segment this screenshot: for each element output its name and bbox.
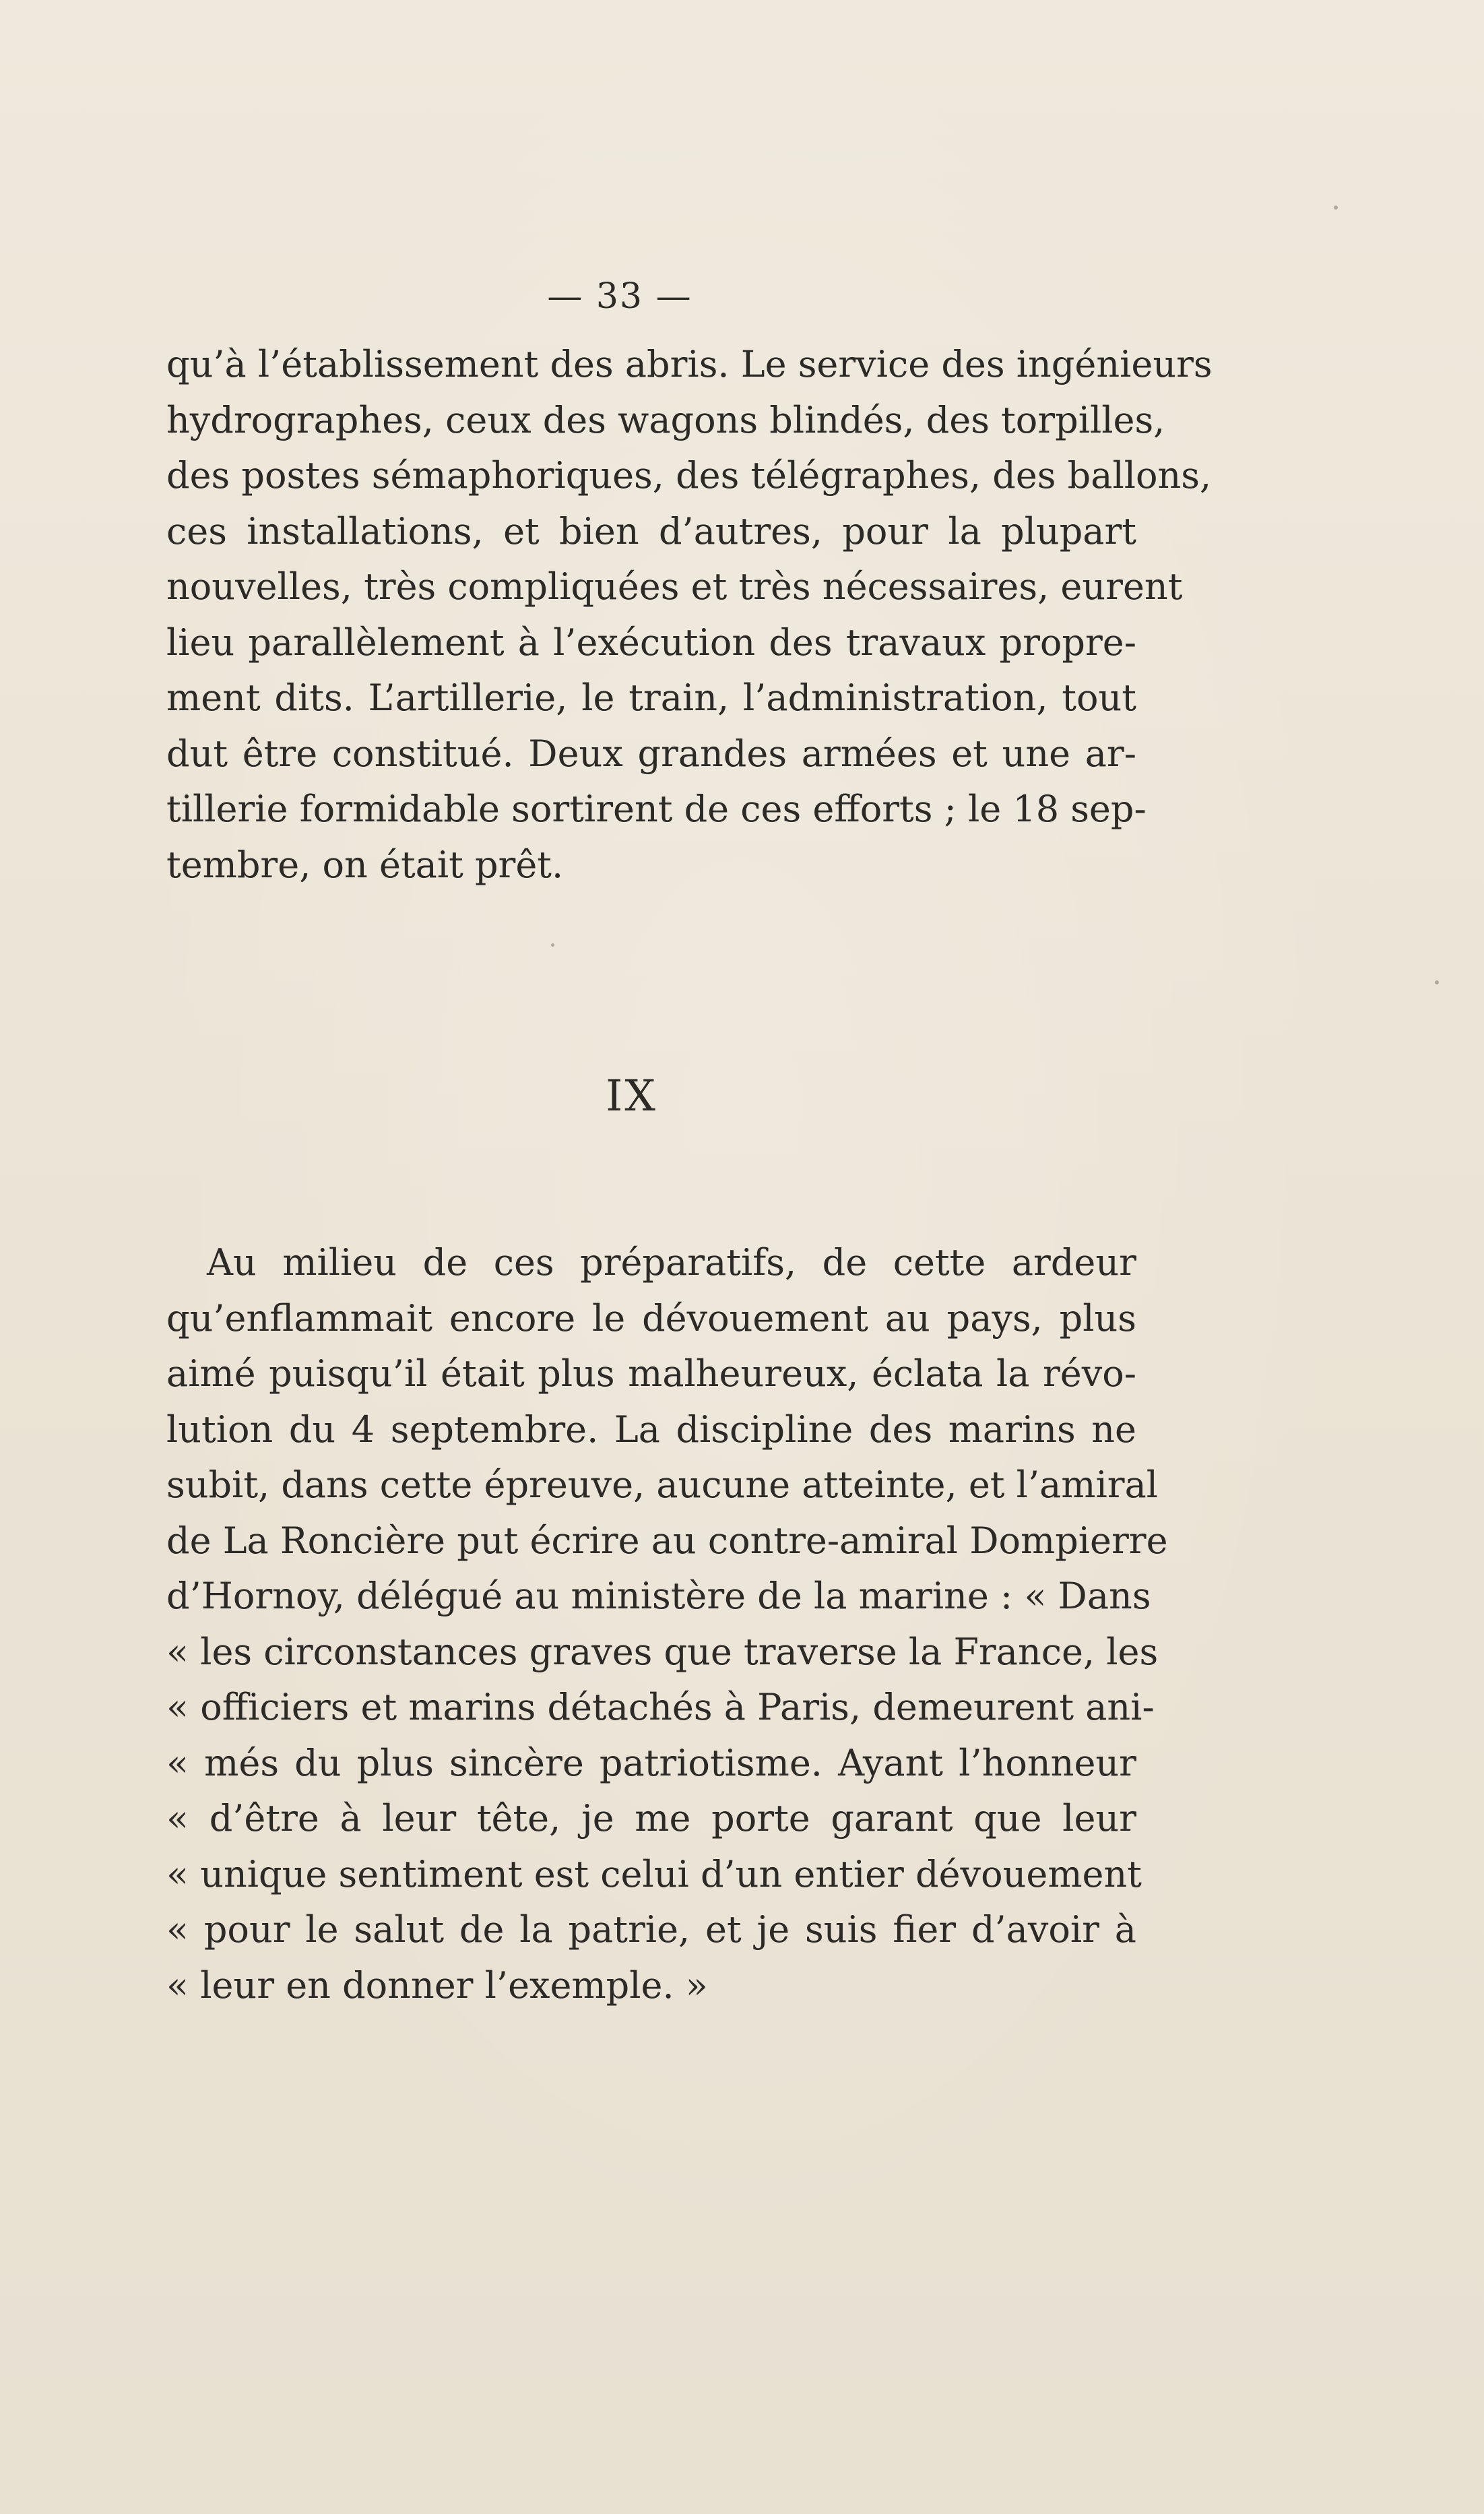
text-line: qu’à l’établissement des abris. Le service des ingénieurs — [166, 343, 1213, 385]
text-line: subit, dans cette épreuve, aucune atteinte, et l’amiral — [166, 1464, 1159, 1506]
text-line: tillerie formidable sortirent de ces efforts ; le 18 sep- — [166, 788, 1147, 830]
paragraph-2 — [166, 1235, 1168, 2013]
paper-speck — [1334, 206, 1338, 210]
show-through-ink — [166, 842, 1136, 1206]
text-line: tembre, on était prêt. — [166, 843, 564, 886]
text-line: de La Roncière put écrire au contre-amiral Dompierre — [166, 1519, 1168, 1562]
text-line: Au milieu de ces préparatifs, de cette ardeur — [207, 1241, 1136, 1284]
page-number: — 33 — — [547, 276, 692, 317]
text-line: qu’enflammait encore le dévouement au pays, plus — [166, 1296, 1136, 1340]
text-line: ment dits. L’artillerie, le train, l’administration, tout — [166, 677, 1136, 719]
text-line: « pour le salut de la patrie, et je suis fier d’avoir à — [166, 1908, 1136, 1951]
text-line: « més du plus sincère patriotisme. Ayant l’honneur — [166, 1741, 1136, 1784]
text-line: « leur en donner l’exemple. » — [166, 1963, 708, 2007]
text-line: « les circonstances graves que traverse la France, les — [166, 1630, 1159, 1673]
text-line: « d’être à leur tête, je me porte garant que leur — [166, 1797, 1136, 1840]
text-line: ces installations, et bien d’autres, pour la plupart — [166, 509, 1136, 553]
text-line: « unique sentiment est celui d’un entier dévouement — [166, 1852, 1142, 1895]
paper-speck — [551, 943, 554, 947]
paper-speck — [1435, 980, 1439, 984]
text-line: nouvelles, très compliquées et très nécessaires, eurent — [166, 565, 1183, 608]
section-heading: IX — [606, 1071, 657, 1121]
text-line: d’Hornoy, délégué au ministère de la marine : « Dans — [166, 1575, 1151, 1617]
text-line: lieu parallèlement à l’exécution des travaux propre- — [166, 621, 1136, 664]
text-line: aimé puisqu’il était plus malheureux, éclata la révo- — [166, 1352, 1136, 1395]
text-line: dut être constitué. Deux grandes armées et une ar- — [166, 732, 1136, 775]
text-line: lution du 4 septembre. La discipline des marins ne — [166, 1408, 1136, 1451]
text-line: des postes sémaphoriques, des télégraphes, des ballons, — [166, 454, 1212, 497]
text-line: « officiers et marins détachés à Paris, demeurent ani- — [166, 1686, 1155, 1728]
paragraph-1 — [166, 337, 1213, 893]
text-line: hydrographes, ceux des wagons blindés, des torpilles, — [166, 398, 1165, 441]
